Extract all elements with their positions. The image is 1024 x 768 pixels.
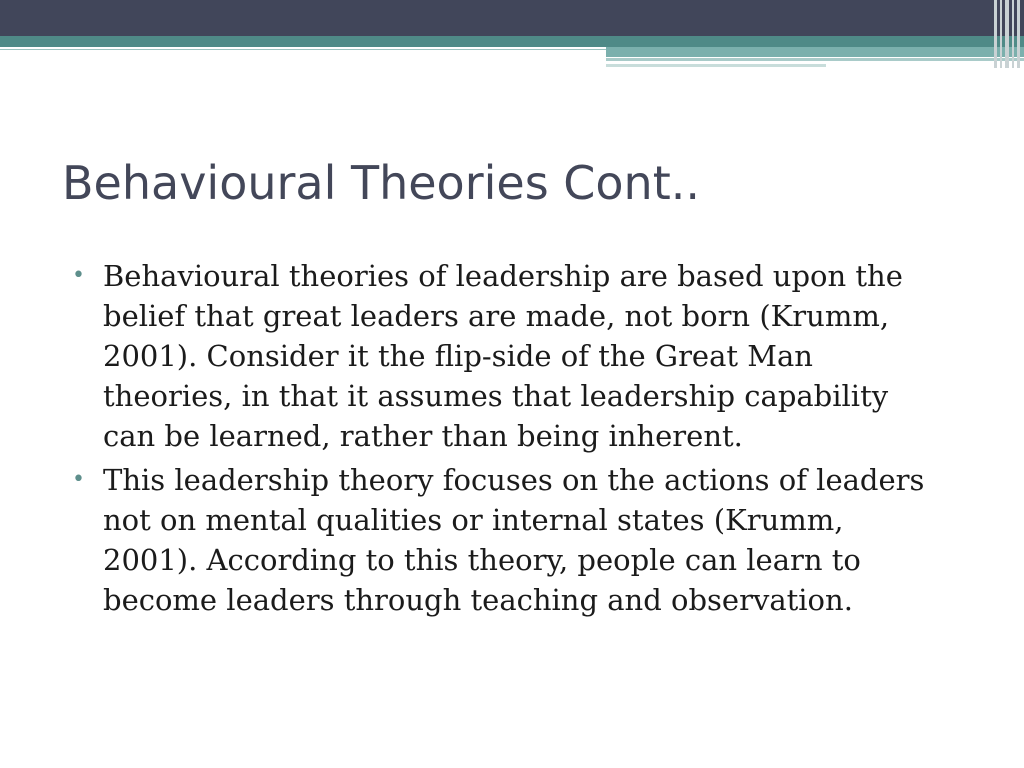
header-stripe: [606, 58, 1024, 61]
bullet-marker: •: [72, 263, 85, 288]
bullet-text: Behavioural theories of leadership are based upon the belief that great leaders are made, not born (Krumm, 2001). Consider it the flip-side of the Great Man theories, in that it assumes that leadership capability can be learned, rather than being inherent.: [103, 259, 903, 453]
header-thin-line: [0, 49, 606, 50]
bullet-list: [72, 256, 942, 624]
slide-title: Behavioural Theories Cont..: [62, 156, 700, 210]
header-vertical-bars: [990, 0, 1024, 68]
bullet-item: [72, 460, 942, 620]
header-stripe-short: [606, 64, 826, 67]
bullet-text: This leadership theory focuses on the actions of leaders not on mental qualities or internal states (Krumm, 2001). According to this theory, people can learn to become leaders through teaching and observation.: [103, 463, 925, 617]
header-light-teal-band: [606, 47, 1024, 57]
header-teal-band: [0, 36, 1024, 47]
header-dark-band: [0, 0, 1024, 36]
bullet-marker: •: [72, 467, 85, 492]
bullet-item: [72, 256, 942, 456]
